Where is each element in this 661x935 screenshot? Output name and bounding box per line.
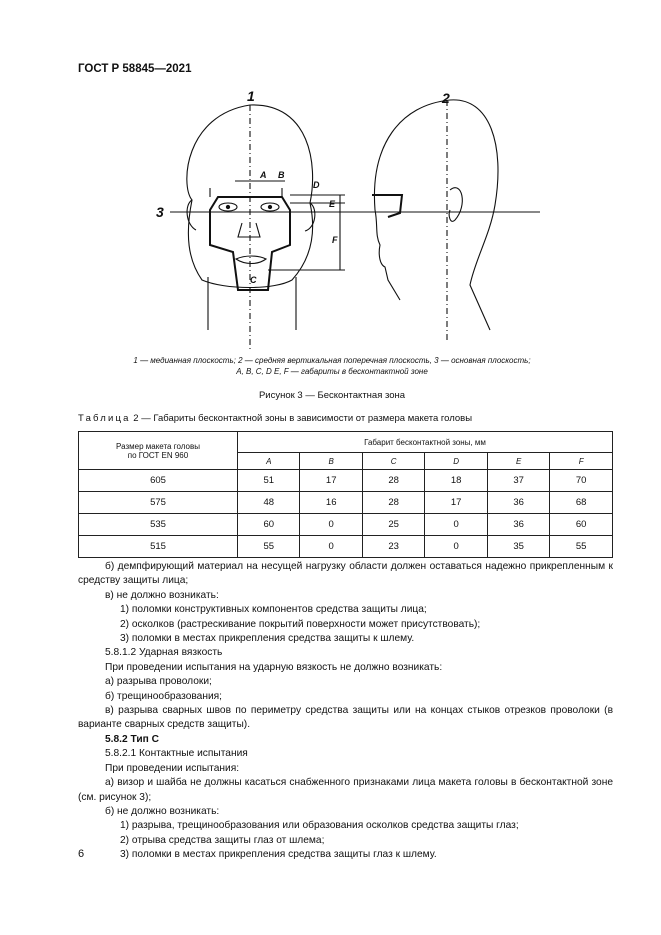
table-row xyxy=(79,470,613,492)
table-subheader: E xyxy=(487,453,549,470)
figure-legend-line2: A, B, C, D E, F — габариты в бесконтактной зоне xyxy=(236,367,428,376)
paragraph: б) демпфирующий материал на несущей нагрузку области должен оставаться надежно прикрепленным к средству защиты лица; xyxy=(78,561,613,587)
paragraph: а) визор и шайба не должны касаться снабженного признаками лица макета головы в бесконтактной зоне (см. рисунок 3); xyxy=(78,777,613,803)
table-cell: 515 xyxy=(79,536,238,558)
table-cell: 28 xyxy=(362,492,424,514)
table-header-size: Размер макета головы по ГОСТ EN 960 xyxy=(79,432,238,470)
table-title-text: 2 — Габариты бесконтактной зоны в зависимости от размера макета головы xyxy=(130,413,473,424)
table-cell: 23 xyxy=(362,536,424,558)
table-cell: 575 xyxy=(79,492,238,514)
table-cell: 68 xyxy=(550,492,613,514)
table-cell: 0 xyxy=(425,514,487,536)
page-number: 6 xyxy=(78,848,85,860)
paragraph: а) разрыва проволоки; xyxy=(105,676,212,688)
paragraph: При проведении испытания на ударную вязкость не должно возникать: xyxy=(105,661,443,673)
paragraph: в) разрыва сварных швов по периметру средства защиты или на концах стыков отрезков проволоки (в варианте сварных средств защиты). xyxy=(78,705,613,731)
table-title xyxy=(78,413,472,424)
table-cell: 36 xyxy=(487,514,549,536)
plane-label-3: 3 xyxy=(156,204,164,220)
dim-label-F: F xyxy=(332,235,338,245)
table-cell: 48 xyxy=(238,492,300,514)
table-cell: 55 xyxy=(238,536,300,558)
side-ear xyxy=(449,188,462,222)
dim-label-C: C xyxy=(250,275,257,285)
table-subheader: D xyxy=(425,453,487,470)
table-cell: 60 xyxy=(238,514,300,536)
table-cell: 17 xyxy=(300,470,362,492)
body-text xyxy=(78,560,613,863)
paragraph: 5.8.2.1 Контактные испытания xyxy=(105,748,248,760)
table-row xyxy=(79,536,613,558)
dim-label-B: B xyxy=(278,170,285,180)
table-cell: 51 xyxy=(238,470,300,492)
side-face-zone xyxy=(372,195,402,217)
paragraph: При проведении испытания: xyxy=(105,762,240,774)
paragraph: 3) поломки в местах прикрепления средства защиты к шлему. xyxy=(120,633,415,645)
paragraph: 2) осколков (растрескивание покрытий поверхности может присутствовать); xyxy=(120,618,481,630)
table-cell: 60 xyxy=(550,514,613,536)
paragraph: 1) поломки конструктивных компонентов средства защиты лица; xyxy=(120,604,427,616)
dimensions-table xyxy=(78,431,613,558)
table-cell: 0 xyxy=(425,536,487,558)
table-cell: 18 xyxy=(425,470,487,492)
table-cell: 535 xyxy=(79,514,238,536)
paragraph: б) трещинообразования; xyxy=(105,690,222,702)
dim-label-A: A xyxy=(260,170,267,180)
table-cell: 37 xyxy=(487,470,549,492)
table-cell: 0 xyxy=(300,536,362,558)
table-cell: 35 xyxy=(487,536,549,558)
table-cell: 70 xyxy=(550,470,613,492)
table-cell: 0 xyxy=(300,514,362,536)
paragraph: 3) поломки в местах прикрепления средства защиты глаз к шлему. xyxy=(120,849,437,861)
table-cell: 17 xyxy=(425,492,487,514)
paragraph: 2) отрыва средства защиты глаз от шлема; xyxy=(120,834,325,846)
paragraph: в) не должно возникать: xyxy=(105,589,219,601)
table-cell: 55 xyxy=(550,536,613,558)
table-cell: 16 xyxy=(300,492,362,514)
section-heading: 5.8.2 Тип С xyxy=(105,733,159,745)
table-row xyxy=(79,492,613,514)
table-subheader: B xyxy=(300,453,362,470)
paragraph: 5.8.1.2 Ударная вязкость xyxy=(105,647,223,659)
table-cell: 36 xyxy=(487,492,549,514)
paragraph: б) не должно возникать: xyxy=(105,805,220,817)
document-code: ГОСТ Р 58845—2021 xyxy=(78,63,192,75)
table-title-label: Таблица xyxy=(78,413,131,424)
dim-label-D: D xyxy=(313,180,320,190)
figure-head-zone xyxy=(150,85,540,385)
dim-label-E: E xyxy=(329,199,336,209)
plane-label-2: 2 xyxy=(442,90,450,106)
table-cell: 605 xyxy=(79,470,238,492)
table-subheader: F xyxy=(550,453,613,470)
table-subheader: C xyxy=(362,453,424,470)
figure-legend-line1: 1 — медианная плоскость; 2 — средняя вертикальная поперечная плоскость, 3 — основная плоскость; xyxy=(133,356,531,365)
table-cell: 28 xyxy=(362,470,424,492)
table-header-group: Габарит бесконтактной зоны, мм xyxy=(238,432,613,453)
table-row xyxy=(79,514,613,536)
paragraph: 1) разрыва, трещинообразования или образования осколков средства защиты глаз; xyxy=(120,820,519,832)
plane-label-1: 1 xyxy=(247,88,255,104)
table-cell: 25 xyxy=(362,514,424,536)
table-subheader: A xyxy=(238,453,300,470)
figure-caption: Рисунок 3 — Бесконтактная зона xyxy=(258,390,406,401)
